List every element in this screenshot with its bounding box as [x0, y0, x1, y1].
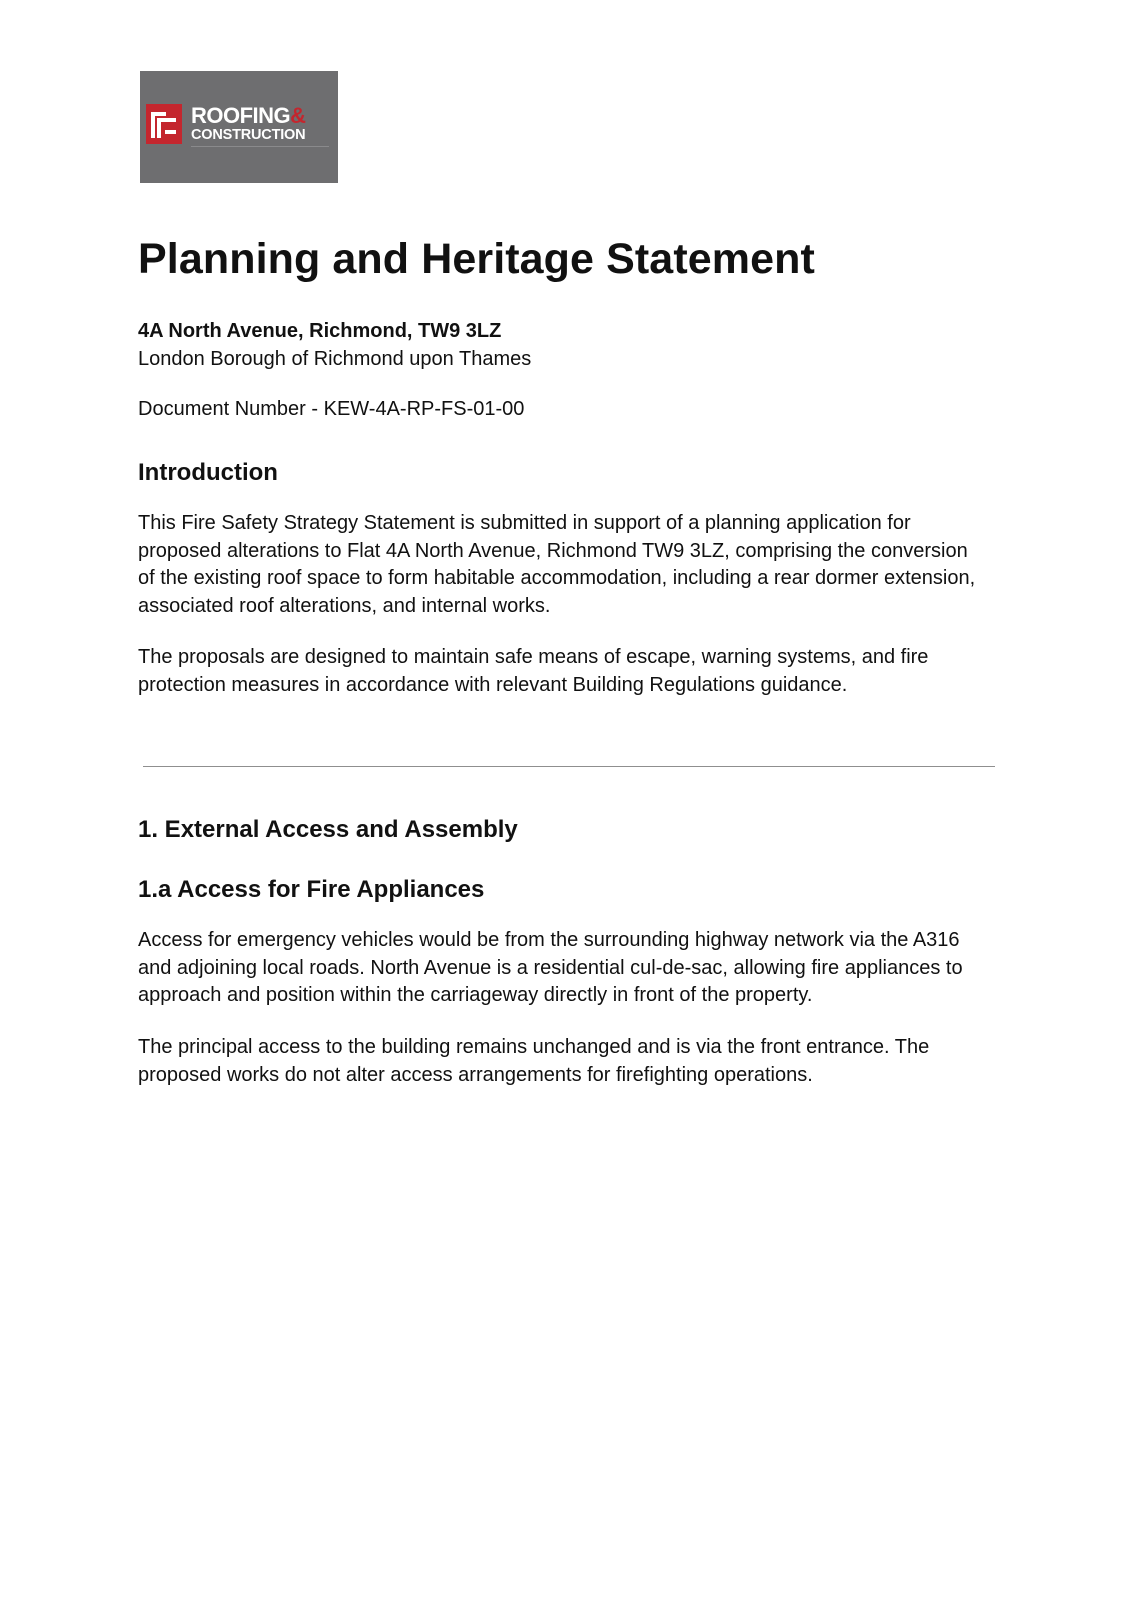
logo-wordmark — [191, 105, 306, 143]
section-1a-paragraph-2: The principal access to the building remains unchanged and is via the front entrance. The proposed works do not alter access arrangements for firefighting operations. — [138, 1036, 930, 1086]
document-number: Document Number - KEW-4A-RP-FS-01-00 — [138, 398, 525, 420]
borough-name: London Borough of Richmond upon Thames — [138, 348, 532, 370]
document-title: Planning and Heritage Statement — [138, 235, 815, 283]
address-block — [138, 317, 531, 373]
logo-line2: CONSTRUCTION — [191, 127, 306, 143]
logo-emblem-icon — [146, 104, 182, 144]
company-logo — [140, 71, 338, 183]
section-1a-heading: 1.a Access for Fire Appliances — [138, 876, 485, 903]
logo-ampersand: & — [290, 103, 306, 128]
property-address: 4A North Avenue, Richmond, TW9 3LZ — [138, 320, 502, 342]
section-1a-paragraph-1: Access for emergency vehicles would be from the surrounding highway network via the A316 and adjoining local roads. North Avenue is a residential cul-de-sac, allowing fire appliances to approach and position within the carriageway directly in front of the property. — [138, 929, 963, 1006]
logo-line1: ROOFING& — [191, 103, 306, 128]
logo-underline — [191, 146, 329, 147]
section-divider — [143, 766, 995, 767]
introduction-heading: Introduction — [138, 459, 278, 486]
introduction-paragraph-2: The proposals are designed to maintain safe means of escape, warning systems, and fire protection measures in accordance with relevant Building Regulations guidance. — [138, 646, 929, 696]
section-1-heading: 1. External Access and Assembly — [138, 816, 518, 843]
introduction-paragraph-1: This Fire Safety Strategy Statement is submitted in support of a planning application for proposed alterations to Flat 4A North Avenue, Richmond TW9 3LZ, comprising the conversion of the existing roof space to form habitable accommodation, including a rear dormer extension, associated roof alterations, and internal works. — [138, 512, 976, 617]
